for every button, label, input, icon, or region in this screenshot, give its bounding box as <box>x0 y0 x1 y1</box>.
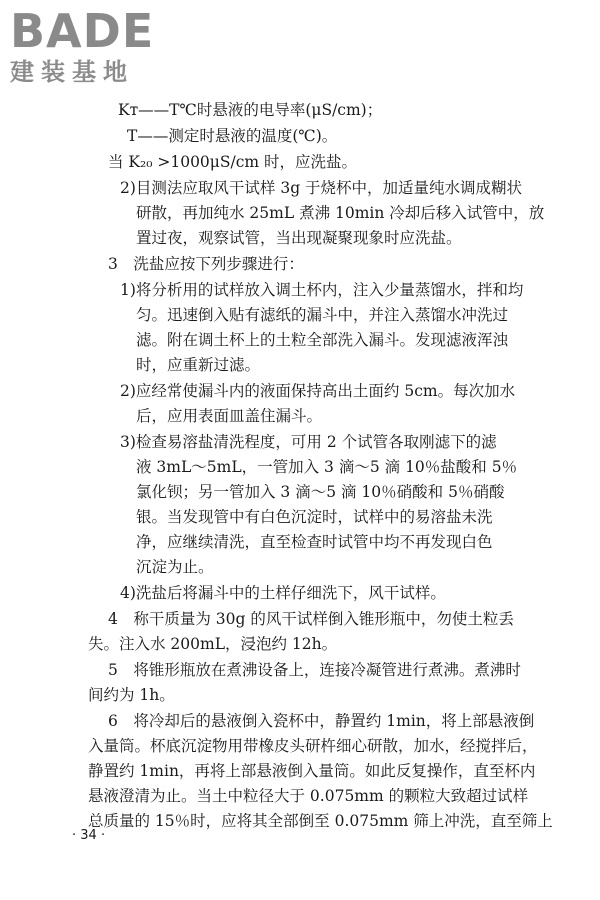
text-line: 研散，再加纯水 25mL 煮沸 10min 冷却后移入试管中，放 <box>136 204 545 222</box>
text-line: 失。注入水 200mL，浸泡约 12h。 <box>88 635 338 653</box>
text-line: 液 3mL～5mL，一管加入 3 滴～5 滴 10％盐酸和 5％ <box>136 458 518 476</box>
text-line: 总质量的 15％时，应将其全部倒至 0.075mm 筛上冲洗，直至筛上 <box>88 812 553 830</box>
text-line: 入量筒。杯底沉淀物用带橡皮头研杵细心研散，加水，经搅拌后， <box>88 737 538 755</box>
text-line: 6 将冷却后的悬液倒入瓷杯中，静置约 1min，将上部悬液倒 <box>108 712 535 730</box>
text-line: 沉淀为止。 <box>136 558 214 576</box>
text-line: 5 将锥形瓶放在煮沸设备上，连接冷凝管进行煮沸。煮沸时 <box>108 661 521 679</box>
bade-logo <box>10 4 180 88</box>
text-line: 置过夜，观察试管，当出现凝聚现象时应洗盐。 <box>136 229 462 247</box>
text-line: 1)将分析用的试样放入调土杯内，注入少量蒸馏水，拌和均 <box>120 281 524 299</box>
text-line: 净，应继续清洗，直至检查时试管中均不再发现白色 <box>136 533 493 551</box>
text-line: Kт——T℃时悬液的电导率(μS/cm)； <box>118 101 383 119</box>
text-line: 间约为 1h。 <box>88 686 175 704</box>
text-line: 当 K₂₀ >1000μS/cm 时，应洗盐。 <box>108 153 358 171</box>
text-line: 滤。附在调土杯上的土粒全部洗入漏斗。发现滤液浑浊 <box>136 331 509 349</box>
logo-wordmark: BADE <box>10 4 155 58</box>
text-line: 2)目测法应取风干试样 3g 于烧杯中，加适量纯水调成糊状 <box>120 179 523 197</box>
text-line: 氯化钡；另一管加入 3 滴～5 滴 10％硝酸和 5％硝酸 <box>136 483 505 501</box>
logo-subtitle: 建装基地 <box>10 58 134 86</box>
text-line: 3)检查易溶盐清洗程度，可用 2 个试管各取刚滤下的滤 <box>120 433 497 451</box>
page-number: · 34 · <box>72 828 106 843</box>
text-line: 后，应用表面皿盖住漏斗。 <box>136 407 323 425</box>
text-line: 匀。迅速倒入贴有滤纸的漏斗中，并注入蒸馏水冲洗过 <box>136 306 509 324</box>
text-line: 4 称干质量为 30g 的风干试样倒入锥形瓶中，勿使土粒丢 <box>108 610 514 628</box>
text-line: 悬液澄清为止。当土中粒径大于 0.075mm 的颗粒大致超过试样 <box>88 787 529 805</box>
text-line: 4)洗盐后将漏斗中的土样仔细洗下，风干试样。 <box>120 584 446 602</box>
text-line: 银。当发现管中有白色沉淀时，试样中的易溶盐未洗 <box>136 508 493 526</box>
text-line: 时，应重新过滤。 <box>136 356 261 374</box>
text-line: 静置约 1min，再将上部悬液倒入量筒。如此反复操作，直至杯内 <box>88 762 536 780</box>
text-line: 3 洗盐应按下列步骤进行： <box>108 255 304 273</box>
text-line: 2)应经常使漏斗内的液面保持高出土面约 5cm。每次加水 <box>120 382 516 400</box>
text-line: T——测定时悬液的温度(℃)。 <box>127 127 338 145</box>
